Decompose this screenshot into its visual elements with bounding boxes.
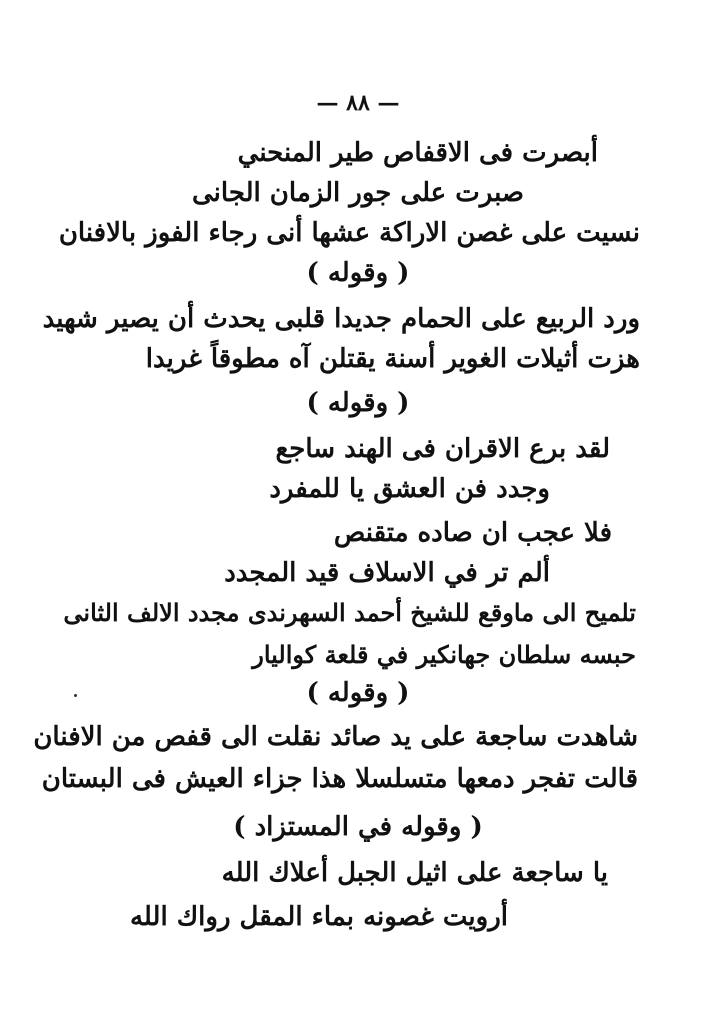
verse-line: صبرت على جور الزمان الجانى — [192, 178, 524, 208]
page-number: — ٨٨ — — [316, 90, 400, 116]
section-heading: ( وقوله ) — [306, 678, 410, 708]
verse-line: يا ساجعة على اثيل الجبل أعلاك الله — [221, 858, 608, 888]
speck-mark — [74, 694, 77, 697]
verse-line: قالت تفجر دمعها متسلسلا هذا جزاء العيش فى البستان — [41, 764, 638, 794]
verse-line: ألم تر في الاسلاف قيد المجدد — [224, 558, 550, 588]
section-heading: ( وقوله ) — [306, 388, 410, 418]
verse-line: لقد برع الاقران فى الهند ساجع — [275, 434, 610, 464]
verse-line: شاهدت ساجعة على يد صائد نقلت الى قفص من الافنان — [33, 722, 638, 752]
verse-line: ورد الربيع على الحمام جديدا قلبى يحدث أن يصير شهيد — [42, 304, 640, 334]
verse-line: هزت أثيلات الغوير أسنة يقتلن آه مطوقاً غريدا — [145, 344, 640, 374]
section-heading: ( وقوله في المستزاد ) — [233, 812, 483, 842]
verse-line: وجدد فن العشق يا للمفرد — [269, 474, 550, 504]
commentary-line: تلميح الى ماوقع للشيخ أحمد السهرندى مجدد الالف الثانى — [63, 598, 636, 627]
commentary-line: حبسه سلطان جهانكير في قلعة كواليار — [252, 640, 636, 669]
verse-line: أرويت غصونه بماء المقل رواك الله — [129, 902, 508, 932]
verse-line: فلا عجب ان صاده متقنص — [333, 518, 612, 548]
verse-line: نسيت على غصن الاراكة عشها أنى رجاء الفوز بالافنان — [58, 218, 640, 248]
verse-line: أبصرت فى الاقفاص طير المنحني — [237, 138, 598, 168]
section-heading: ( وقوله ) — [306, 258, 410, 288]
